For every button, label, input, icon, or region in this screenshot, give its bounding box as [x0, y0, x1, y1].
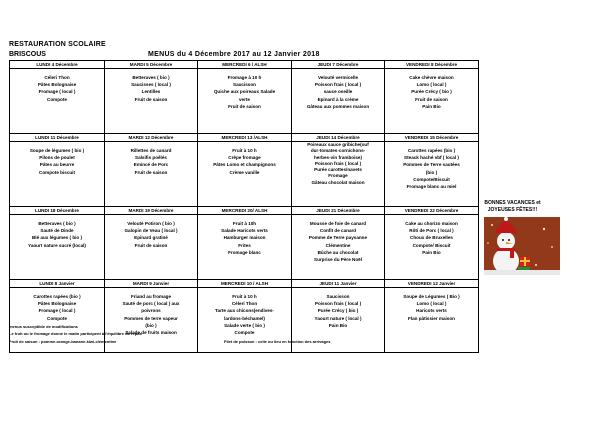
day-header: VENDREDI 15 Décembre [385, 134, 479, 142]
menu-item: Compote biscuit [39, 169, 75, 175]
footnote-seasonal-fruit: Fruit de saison : pomme-orange-banane-kiwi-clémentine [9, 339, 117, 344]
menu-item: Soupe de Légumes ( Bio ) [403, 294, 460, 299]
menu-item: Cake au chorizo maison [405, 221, 458, 226]
day-menu-cell [385, 142, 479, 207]
menu-item: Carottes rapées (bio ) [407, 148, 456, 153]
menu-item: Fruit de saison [228, 103, 261, 109]
day-header: MERCREDI 13 /ALSH [198, 134, 292, 142]
menu-item: Gâteau chocolat maison [311, 179, 365, 185]
menu-item: Compote [47, 315, 67, 321]
menu-item: Emincé de Porc [133, 162, 169, 168]
day-menu-cell [292, 215, 385, 280]
menu-period: MENUS du 4 Décembre 2017 au 12 Janvier 2018 [148, 51, 320, 58]
menu-item: Saucisson [326, 294, 350, 299]
menu-item: Soupe de légumes ( bio ) [29, 148, 85, 153]
menu-item: Purée Crécy ( bio ) [317, 308, 359, 314]
menu-item: Fromage ( local ) [38, 89, 76, 95]
menu-item: sauce oseille [323, 89, 353, 95]
menu-item: Galopin de Veau ( local ) [124, 228, 178, 234]
menu-item: Salade de fruits maison [125, 330, 177, 336]
menu-item: Compote/Biscuit [413, 176, 450, 182]
day-header: VENDREDI 12 Janvier [385, 280, 479, 288]
menu-item: Confit de canard [319, 228, 357, 234]
menu-item: Fromage [328, 173, 348, 179]
day-menu-cell [105, 215, 198, 280]
menu-item: Fruit de saison [134, 96, 168, 102]
menu-item: Céleri Thon [231, 301, 258, 307]
menu-item: Fromage blanc au miel [406, 184, 457, 190]
menu-item: Tarte aux chicons(endives- [215, 308, 274, 314]
menu-item: Pâtes Bolognaise [37, 82, 77, 88]
menu-item: Crème vanille [229, 169, 260, 175]
menu-item: Cake chèvre maison [409, 75, 454, 80]
menu-item: Yaourt nature sucré (local) [28, 242, 86, 248]
menu-item: Carottes rapées (bio ) [33, 294, 81, 299]
day-menu-cell [10, 69, 105, 134]
menu-item: Sauté de porc ( local ) aux [122, 301, 180, 307]
menu-item: poivrons [141, 308, 161, 314]
week-menu-row [10, 215, 479, 280]
school-name: BRISCOUS [9, 51, 46, 58]
week-menu-row [10, 142, 479, 207]
menu-item: Mousse de foie de canard [309, 221, 367, 226]
menu-item: Poireaux sauce gribiche(ouf [307, 142, 369, 147]
menu-item: Gâteau aux pommes maison [306, 103, 370, 109]
menu-item: Epinard gratiné [134, 235, 168, 241]
day-header: MARDI 5 Décembre [105, 61, 198, 69]
holiday-line-2: JOYEUSES FÊTES!!! [487, 207, 538, 213]
day-header: VENDREDI 8 Décembre [385, 61, 479, 69]
menu-item: Lentilles [141, 89, 161, 95]
day-menu-cell [292, 69, 385, 134]
day-header: LUNDI 8 Janvier [10, 280, 105, 288]
menu-item: Hamburger maison [223, 235, 266, 241]
menu-item: Purée carottes/navets [314, 167, 362, 173]
menu-item: Salsifis poêlés [135, 155, 167, 161]
day-menu-cell [198, 215, 292, 280]
menu-item: Steack haché vbf ( local ) [404, 155, 459, 161]
week-header-row [10, 134, 479, 142]
day-header: JEUDI 11 Janvier [292, 280, 385, 288]
menu-item: verte [239, 96, 250, 102]
menu-item: Saucisson [233, 82, 256, 88]
menu-item: Fruit de saison [134, 169, 168, 175]
menu-item: Yaourt nature ( local ) [314, 315, 362, 321]
menu-item: Fruit à 10 h [232, 148, 257, 153]
snowman-illustration [484, 217, 560, 275]
menu-item: Fruit à 10h [232, 221, 257, 226]
day-header: MARDI 12 Décembre [105, 134, 198, 142]
menu-item: Fruit de saison [415, 96, 448, 102]
day-menu-cell [292, 142, 385, 207]
menu-item: Quiche aux poireaux Salade [213, 89, 276, 95]
menu-table [9, 60, 479, 353]
menu-item: Bûche au chocolat [317, 249, 359, 255]
menu-item: Purée Crécy ( bio ) [411, 89, 452, 95]
menu-item: Pain Bio [422, 249, 441, 255]
menu-item: Poisson frais ( local ) [314, 160, 362, 166]
day-header: LUNDI 4 Décembre [10, 61, 105, 69]
menu-item: Pommes de terre vapeur [124, 315, 178, 321]
day-menu-cell [385, 288, 479, 353]
menu-item: Blé aux légumes ( bio ) [31, 235, 83, 241]
menu-item: Pommes de Terre sautées [403, 162, 460, 168]
menu-item: herbes-vin framboise) [314, 154, 362, 160]
week-header-row [10, 61, 479, 69]
day-menu-cell [10, 215, 105, 280]
menu-item: Pain Bio [328, 322, 348, 328]
menu-item: Compote/ Biscuit [412, 242, 451, 248]
menu-item: Pâtes Lomo et champignons [213, 162, 276, 168]
holiday-greeting [481, 200, 544, 214]
menu-item: Velouté vermicelle [317, 75, 359, 80]
menu-item: Sauté de Dinde [40, 228, 74, 234]
day-menu-cell [198, 142, 292, 207]
menu-item: Fromage ( local ) [38, 308, 76, 314]
menu-item: Frites [238, 242, 251, 248]
menu-item: Fromage à 10 h [227, 75, 262, 80]
menu-item: Poisson frais ( local ) [314, 301, 362, 307]
menu-item: Fromage blanc [228, 249, 261, 255]
day-header: MERCREDI 20/ ALSH [198, 207, 292, 215]
day-header: MERCREDI 6 / ALSH [198, 61, 292, 69]
menu-item: Pilons de poulet [39, 155, 75, 161]
menu-item: (bio ) [145, 322, 157, 328]
menu-item: Velouté Potiron ( bio ) [127, 221, 175, 226]
day-menu-cell [105, 288, 198, 353]
day-header: JEUDI 21 Décembre [292, 207, 385, 215]
menu-item: Pomme de Terre paysanne [308, 235, 368, 241]
day-header: JEUDI 7 Décembre [292, 61, 385, 69]
menu-item: Betteraves ( bio ) [132, 75, 170, 80]
day-header: JEUDI 14 Décembre [292, 134, 385, 142]
day-header: VENDREDI 22 Décembre [385, 207, 479, 215]
menu-item: Lomo ( local ) [416, 301, 447, 307]
day-header: LUNDI 18 Décembre [10, 207, 105, 215]
week-header-row [10, 280, 479, 288]
day-menu-cell [10, 142, 105, 207]
menu-item: dur-tomates-cornichons- [310, 148, 366, 154]
menu-item: Salade Haricots verts [221, 228, 268, 234]
day-menu-cell [385, 215, 479, 280]
menu-item: Friand au fromage [130, 294, 172, 299]
menu-item: Fruit à 10 h [232, 294, 257, 299]
menu-item: Pâtes Bolognaise [37, 301, 77, 307]
menu-item: Salade verte ( bio ) [224, 322, 265, 328]
day-menu-cell [105, 69, 198, 134]
menu-item: Lomo ( local ) [416, 82, 447, 88]
menu-item: Rôti de Porc ( local ) [409, 228, 454, 234]
menu-item: Rillettes de canard [130, 148, 172, 153]
menu-item: Fruit de saison [134, 242, 168, 248]
day-menu-cell [198, 69, 292, 134]
menu-item: Flan pâtissier maison [408, 315, 455, 321]
menu-item: Céleri Thon [44, 75, 70, 80]
holiday-line-1: BONNES VACANCES et [484, 200, 541, 206]
page-title: RESTAURATION SCOLAIRE [9, 41, 106, 48]
week-menu-row [10, 69, 479, 134]
menu-item: Poisson frais ( local ) [314, 82, 362, 88]
day-header: MARDI 19 Décembre [105, 207, 198, 215]
menu-item: Betteraves ( bio ) [38, 221, 76, 226]
footnote-changes: menus susceptible de modifications [9, 324, 78, 329]
menu-item: Saucisses ( local ) [131, 82, 171, 88]
menu-item: lardons-béchamel) [224, 315, 265, 321]
footnote-fish: Filet de poisson : celle ou lieu en fonction des arrivages [224, 339, 331, 344]
menu-item: Compote [47, 96, 67, 102]
menu-item: Pain Bio [422, 103, 441, 109]
menu-item: Haricots verts [416, 308, 447, 314]
menu-item: Choux de Bruxelles [410, 235, 453, 241]
day-menu-cell [105, 142, 198, 207]
menu-item: (bio ) [425, 169, 438, 175]
day-header: MERCREDI 10 / ALSH [198, 280, 292, 288]
menu-item: Crêpe fromage [228, 155, 261, 161]
menu-item: Epinard à la crème [317, 96, 359, 102]
menu-item: Pâtes au beurre [39, 162, 75, 168]
day-menu-cell [385, 69, 479, 134]
day-header: MARDI 9 Janvier [105, 280, 198, 288]
menu-item: Clémentine [325, 242, 351, 248]
menu-item: Compote [234, 330, 255, 336]
footnote-fruit-cheese: Le fruit ou le fromage donné le matin participent à l'équilibre du repas [9, 331, 142, 336]
week-header-row [10, 207, 479, 215]
day-header: LUNDI 11 Décembre [10, 134, 105, 142]
menu-item: Surprise du Père Noël [314, 257, 362, 263]
